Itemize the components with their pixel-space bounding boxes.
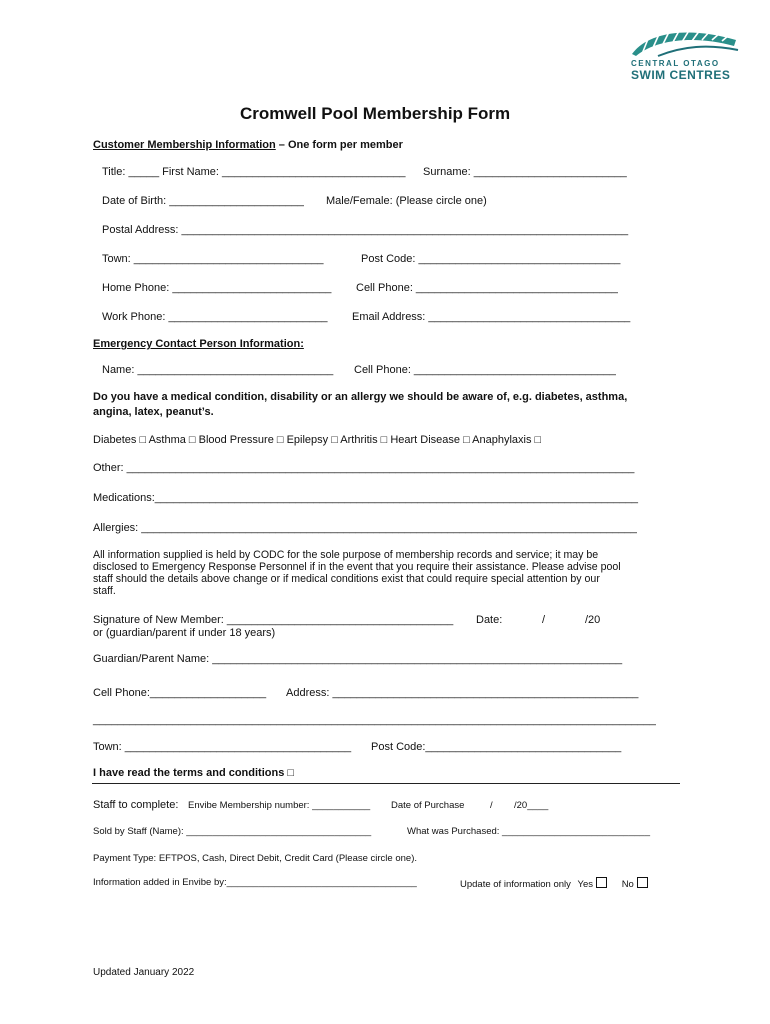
envibe-number-field[interactable]: Envibe Membership number: ___________ — [188, 800, 371, 811]
customer-section-heading — [93, 139, 403, 151]
surname-field[interactable]: Surname: _________________________ — [423, 166, 627, 178]
privacy-line4: staff. — [93, 585, 116, 597]
town-field[interactable]: Town: _______________________________ — [102, 253, 324, 265]
privacy-line3: staff should the details above change or if medical conditions exist that could require special attention by our — [93, 573, 600, 585]
allergies-field[interactable]: Allergies: _________________________________________________________________________________ — [93, 522, 637, 534]
yes-checkbox[interactable] — [596, 877, 607, 888]
guardian-note: or (guardian/parent if under 18 years) — [93, 627, 276, 639]
guardian-address-line2[interactable]: ____________________________________________________________________________________________ — [93, 714, 656, 726]
medical-question-line1: Do you have a medical condition, disability or an allergy we should be aware of, e.g. diabetes, asthma, — [93, 391, 628, 403]
sold-by-field[interactable]: Sold by Staff (Name): ___________________________________ — [93, 826, 372, 837]
home-phone-field[interactable]: Home Phone: __________________________ — [102, 282, 332, 294]
gender-field[interactable]: Male/Female: (Please circle one) — [326, 195, 487, 207]
work-phone-field[interactable]: Work Phone: __________________________ — [102, 311, 328, 323]
update-only-label: Update of information only — [460, 879, 571, 890]
date-of-purchase-label: Date of Purchase — [391, 800, 465, 811]
updated-date-footer: Updated January 2022 — [93, 967, 195, 978]
privacy-line2: disclosed to Emergency Response Personnel if in the event that you require their assistance. Please advise pool — [93, 561, 621, 573]
medical-conditions-checklist[interactable]: Diabetes □ Asthma □ Blood Pressure □ Epilepsy □ Arthritis □ Heart Disease □ Anaphylaxis □ — [93, 434, 542, 446]
organisation-logo — [628, 28, 740, 84]
staff-complete-label: Staff to complete: — [93, 799, 179, 811]
section-divider — [92, 783, 680, 784]
customer-heading-text: Customer Membership Information — [93, 139, 276, 151]
no-checkbox[interactable] — [637, 877, 648, 888]
cell-phone-field[interactable]: Cell Phone: _________________________________ — [356, 282, 618, 294]
other-field[interactable]: Other: ___________________________________________________________________________________ — [93, 462, 635, 474]
medical-question-line2: angina, latex, peanut’s. — [93, 406, 214, 418]
payment-type-field[interactable]: Payment Type: EFTPOS, Cash, Direct Debit, Credit Card (Please circle one). — [93, 853, 417, 864]
terms-checkbox[interactable]: I have read the terms and conditions □ — [93, 767, 295, 779]
guardian-postcode-field[interactable]: Post Code:________________________________ — [371, 741, 622, 753]
purchase-date-slash: / — [490, 800, 493, 811]
emergency-name-field[interactable]: Name: ________________________________ — [102, 364, 334, 376]
guardian-name-field[interactable]: Guardian/Parent Name: ___________________________________________________________________ — [93, 653, 623, 665]
post-code-field[interactable]: Post Code: _________________________________ — [361, 253, 621, 265]
guardian-town-field[interactable]: Town: _____________________________________ — [93, 741, 352, 753]
envibe-added-by-field[interactable]: Information added in Envibe by:____________________________________ — [93, 877, 417, 888]
what-purchased-field[interactable]: What was Purchased: ____________________________ — [407, 826, 650, 837]
title-first-name-field[interactable]: Title: _____ First Name: ______________________________ — [102, 166, 406, 178]
update-only-group — [460, 877, 648, 890]
medications-field[interactable]: Medications:_______________________________________________________________________________ — [93, 492, 639, 504]
no-label: No — [621, 879, 634, 890]
emergency-cell-field[interactable]: Cell Phone: _________________________________ — [354, 364, 616, 376]
signature-date-slash2: /20 — [585, 614, 601, 626]
hills-logo-icon — [628, 28, 740, 58]
date-of-birth-field[interactable]: Date of Birth: ______________________ — [102, 195, 304, 207]
guardian-address-field[interactable]: Address: __________________________________________________ — [286, 687, 639, 699]
signature-field[interactable]: Signature of New Member: _____________________________________ — [93, 614, 454, 626]
logo-line1: CENTRAL OTAGO — [631, 59, 720, 68]
form-title: Cromwell Pool Membership Form — [240, 104, 511, 123]
customer-heading-suffix: – One form per member — [275, 139, 403, 151]
guardian-cell-field[interactable]: Cell Phone:___________________ — [93, 687, 267, 699]
privacy-line1: All information supplied is held by CODC for the sole purpose of membership records and service; it may be — [93, 549, 599, 561]
postal-address-field[interactable]: Postal Address: _________________________________________________________________________ — [102, 224, 629, 236]
signature-date-slash1: / — [542, 614, 546, 626]
yes-label: Yes — [577, 879, 594, 890]
logo-line2: SWIM CENTRES — [631, 68, 731, 82]
signature-date-label: Date: — [476, 614, 503, 626]
email-field[interactable]: Email Address: _________________________________ — [352, 311, 631, 323]
emergency-section-heading: Emergency Contact Person Information: — [93, 338, 304, 350]
purchase-year-field[interactable]: /20____ — [514, 800, 549, 811]
